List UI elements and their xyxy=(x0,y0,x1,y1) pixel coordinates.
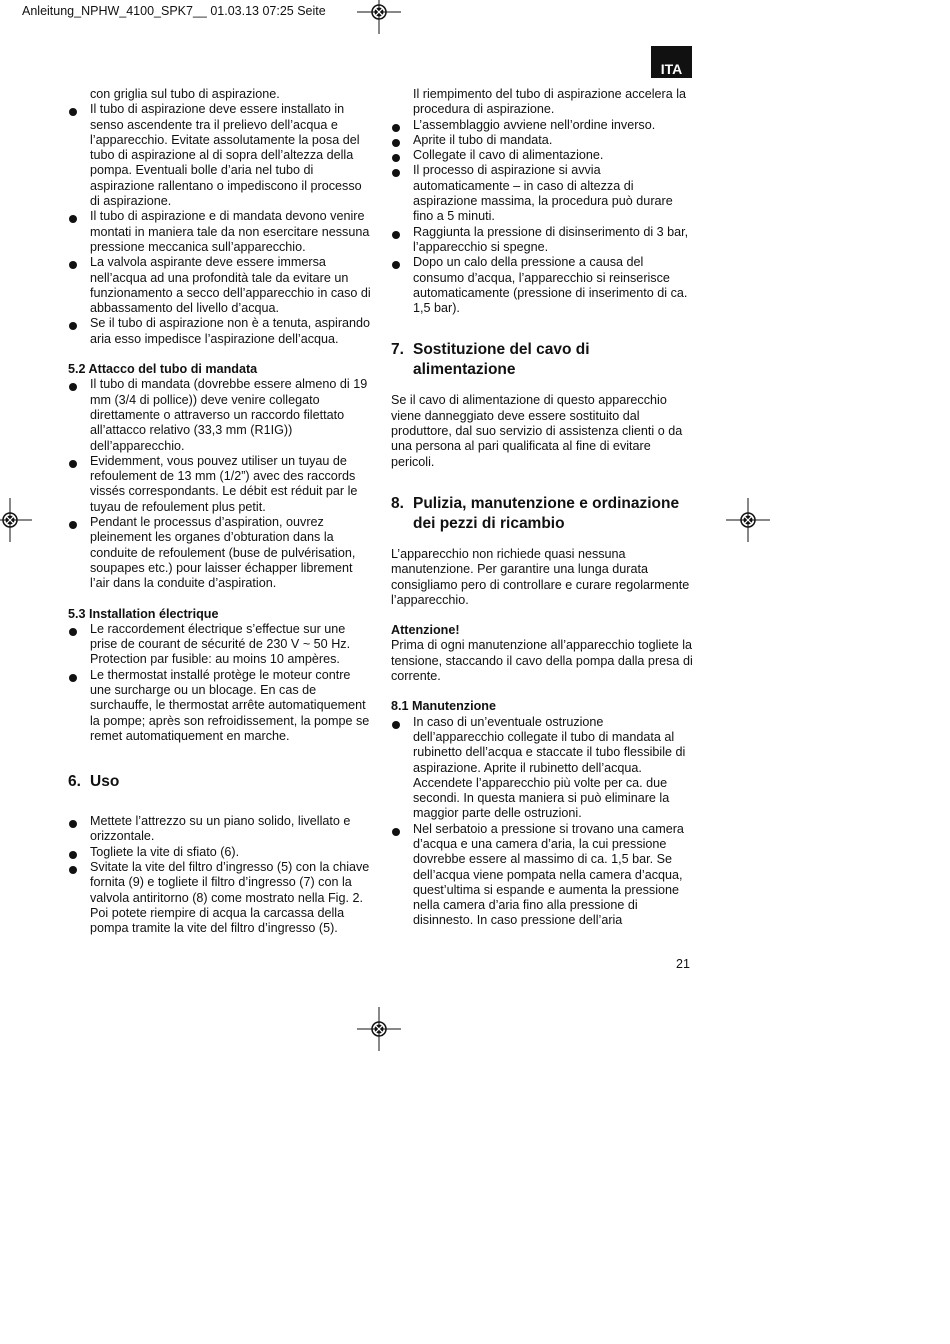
list-item: Aprite il tubo di mandata. xyxy=(391,133,693,148)
list-item: L’assemblaggio avviene nell’ordine inverso. xyxy=(391,118,693,133)
paragraph: Se il cavo di alimentazione di questo apparecchio viene danneggiato deve essere sostituito dal produttore, dal suo servizio di assistenza clienti o da una persona al pari qualificata al fine di evitare pericoli. xyxy=(391,393,683,469)
list-item: Nel serbatoio a pressione si trovano una camera d’acqua e una camera d’aria, la cui pressione dovrebbe essere al massimo di ca. 1,5 bar. Se dell’acqua viene pompata nella camera d’acqua, quest’ultima si espande e aumenta la pressione nella camera d’aria fino alla pressione di disinnesto. In caso pressione dell’aria xyxy=(391,822,693,929)
registration-mark-top xyxy=(357,0,401,34)
list-item: Il tubo di mandata (dovrebbe essere almeno di 19 mm (3/4 di pollice)) deve venire collegato direttamente o attraverso un raccordo filettato all’attacco relativo (33,3 mm (R1IG)) dell’apparecchio. xyxy=(68,377,373,453)
section-5-3-heading: 5.3 Installation électrique xyxy=(68,606,219,621)
section-5-2-heading: 5.2 Attacco del tubo di mandata xyxy=(68,362,258,377)
language-tab: ITA xyxy=(651,46,692,78)
list-item: Collegate il cavo di alimentazione. xyxy=(391,148,693,163)
list-item: Il tubo di aspirazione deve essere installato in senso ascendente tra il prelievo dell’acqua e l’apparecchio. Evitate assolutamente la posa del tubo di aspirazione al di sopra dell’altezza della pompa. Eventuali bolle d’aria nel tubo di aspirazione rallentano o impediscono il processo di aspirazione. xyxy=(68,102,373,209)
registration-mark-right xyxy=(726,498,770,542)
section-number: 8. xyxy=(391,494,404,512)
list-item: Dopo un calo della pressione a causa del consumo d’acqua, l’apparecchio si reinserisce automaticamente (pressione di inserimento di ca. 1,5 bar). xyxy=(391,255,693,316)
section-7-heading xyxy=(391,340,693,380)
list-item: La valvola aspirante deve essere immersa nell’acqua ad una profondità tale da evitare un funzionamento a secco dell’apparecchio in caso di abbassamento del livello d’acqua. xyxy=(68,255,373,316)
list-item: In caso di un’eventuale ostruzione dell’apparecchio collegate il tubo di mandata al rubinetto dell’acqua e staccate il tubo flessibile di aspirazione. Aprite il rubinetto dell’acqua. Accendete l’apparecchio più volte per ca. due secondi. In questa maniera si può eliminare la maggior parte delle ostruzioni. xyxy=(391,715,693,822)
continuation-text: Il riempimento del tubo di aspirazione accelera la procedura di aspirazione. xyxy=(413,87,687,117)
list-item: Mettete l’attrezzo su un piano solido, livellato e orizzontale. xyxy=(68,814,373,845)
section-number: 7. xyxy=(391,341,404,359)
section-8-1-heading: 8.1 Manutenzione xyxy=(391,699,496,714)
right-column xyxy=(391,87,693,929)
continuation-text: con griglia sul tubo di aspirazione. xyxy=(90,87,280,101)
list-item: Togliete la vite di sfiato (6). xyxy=(68,845,373,860)
file-header-line: Anleitung_NPHW_4100_SPK7__ 01.03.13 07:25 Seite xyxy=(22,4,326,18)
registration-mark-left xyxy=(0,498,32,542)
registration-mark-bottom xyxy=(357,1007,401,1051)
list-item: Se il tubo di aspirazione non è a tenuta, aspirando aria esso impedisce l’aspirazione dell’acqua. xyxy=(68,316,373,347)
list-item: Svitate la vite del filtro d’ingresso (5) con la chiave fornita (9) e togliete il filtro d’ingresso (7) con la valvola antiritorno (8) come mostrato nella Fig. 2. Poi potete riempire di acqua la carcassa della pompa tramite la vite del filtro d’ingresso (5). xyxy=(68,860,373,936)
page-number: 21 xyxy=(676,957,690,971)
left-column xyxy=(68,87,373,937)
paragraph: L’apparecchio non richiede quasi nessuna manutenzione. Per garantire una lunga durata consigliamo pero di controllare e curare regolarmente l’apparecchio. xyxy=(391,546,690,607)
section-6-heading xyxy=(68,772,373,792)
section-title: Pulizia, manutenzione e ordinazione dei pezzi di ricambio xyxy=(413,494,680,532)
section-8-heading xyxy=(391,494,693,534)
attention-label: Attenzione! xyxy=(391,623,460,638)
list-item: Le raccordement électrique s’effectue sur une prise de courant de sécurité de 230 V ~ 50 Hz. Protection par fusible: au moins 10 ampères. xyxy=(68,622,373,668)
list-item: Pendant le processus d’aspiration, ouvrez pleinement les organes d’obturation dans la conduite de refoulement (buse de pulvérisation, soupapes etc.) pour laisser échapper librement l’air dans la conduite d’aspiration. xyxy=(68,515,373,591)
attention-text: Prima di ogni manutenzione all’apparecchio togliete la tensione, staccando il cavo della pompa dalla presa di corrente. xyxy=(391,638,693,684)
list-item: Raggiunta la pressione di disinserimento di 3 bar, l’apparecchio si spegne. xyxy=(391,225,693,256)
list-item: Il tubo di aspirazione e di mandata devono venire montati in maniera tale da non esercitare nessuna pressione meccanica sull’apparecchio. xyxy=(68,209,373,255)
list-item: Le thermostat installé protège le moteur contre une surcharge ou un blocage. En cas de surchauffe, le thermostat arrête automatiquement la pompe; après son refroidissement, la pompe se remet automatiquement en marche. xyxy=(68,668,373,744)
section-title: Sostituzione del cavo di alimentazione xyxy=(413,341,590,379)
section-number: 6. xyxy=(68,773,81,791)
list-item: Il processo di aspirazione si avvia automaticamente – in caso di altezza di aspirazione massima, la procedura può durare fino a 5 minuti. xyxy=(391,163,693,224)
list-item: Evidemment, vous pouvez utiliser un tuyau de refoulement de 13 mm (1/2”) avec des raccords vissés correspondants. Le débit est réduit par le tuyau de refoulement plus petit. xyxy=(68,454,373,515)
section-title: Uso xyxy=(90,773,120,791)
